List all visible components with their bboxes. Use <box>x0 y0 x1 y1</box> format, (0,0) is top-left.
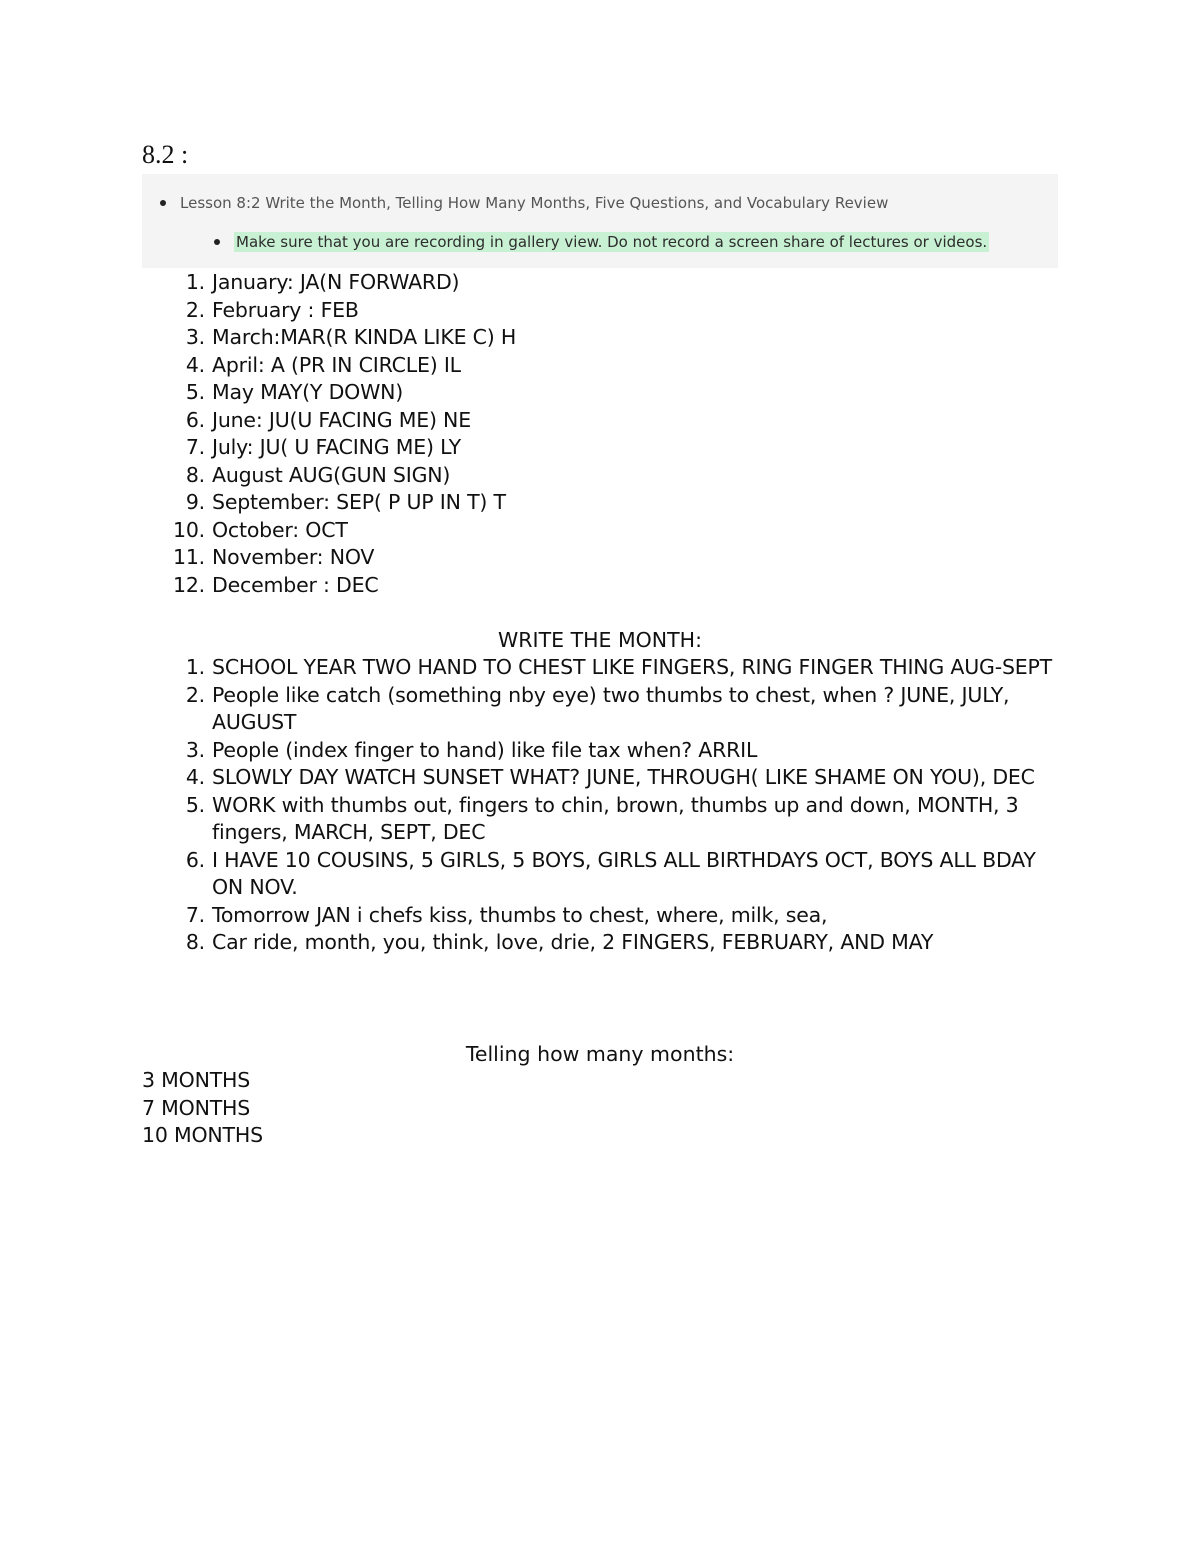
lesson-item-text: Lesson 8:2 Write the Month, Telling How Many Months, Five Questions, and Vocabulary Review <box>180 194 889 212</box>
list-number: 12. <box>172 572 205 597</box>
list-number: 6. <box>185 407 205 432</box>
list-number: 9. <box>185 490 205 514</box>
list-item-text: December : DEC <box>212 572 379 597</box>
list-item <box>142 902 1062 930</box>
list-item-text: June: JU(U FACING ME) NE <box>212 407 471 432</box>
list-number: 4. <box>185 765 205 789</box>
embedded-lesson-screenshot <box>142 174 1058 268</box>
list-item <box>142 737 1062 765</box>
list-item-text: March:MAR(R KINDA LIKE C) H <box>212 325 517 349</box>
list-item-text: January: JA(N FORWARD) <box>212 270 460 294</box>
list-item <box>142 324 1062 352</box>
months-count-line: 3 MONTHS <box>142 1068 251 1092</box>
list-number: 2. <box>185 682 205 707</box>
lesson-bullet-item <box>160 194 888 212</box>
list-item <box>142 434 1062 462</box>
list-number: 8. <box>185 462 205 487</box>
telling-how-many-months-heading: Telling how many months: <box>465 1042 735 1066</box>
list-item <box>142 489 1062 517</box>
list-item-text: April: A (PR IN CIRCLE) IL <box>212 352 461 377</box>
list-number: 5. <box>185 792 205 817</box>
list-item <box>142 847 1062 902</box>
list-item-text: September: SEP( P UP IN T) T <box>212 490 506 514</box>
list-item-text: I HAVE 10 COUSINS, 5 GIRLS, 5 BOYS, GIRLS ALL BIRTHDAYS OCT, BOYS ALL BDAY ON NOV. <box>212 847 1036 899</box>
list-item <box>142 682 1062 737</box>
list-item-text: SLOWLY DAY WATCH SUNSET WHAT? JUNE, THROUGH( LIKE SHAME ON YOU), DEC <box>212 765 1035 789</box>
telling-how-many-months-lines <box>142 1067 263 1150</box>
list-item <box>142 352 1062 380</box>
list-item-text: October: OCT <box>212 517 348 542</box>
list-item-text: July: JU( U FACING ME) LY <box>212 435 461 459</box>
list-number: 6. <box>185 847 205 872</box>
list-item-text: Car ride, month, you, think, love, drie, 2 FINGERS, FEBRUARY, AND MAY <box>212 930 934 954</box>
list-number: 4. <box>185 352 205 377</box>
write-the-month-heading: WRITE THE MONTH: <box>498 628 702 652</box>
list-item <box>142 462 1062 490</box>
list-item <box>142 269 1062 297</box>
bullet-icon <box>214 239 220 245</box>
list-item <box>142 792 1062 847</box>
list-item-text: November: NOV <box>212 545 375 569</box>
list-item-text: People like catch (something nby eye) two thumbs to chest, when ? JUNE, JULY, AUGUST <box>212 682 1010 734</box>
list-item-text: Tomorrow JAN i chefs kiss, thumbs to chest, where, milk, sea, <box>212 902 828 927</box>
months-count-line: 7 MONTHS <box>142 1095 251 1120</box>
list-item-text: February : FEB <box>212 297 359 322</box>
list-item-text: People (index finger to hand) like file tax when? ARRIL <box>212 737 758 762</box>
list-number: 8. <box>185 930 205 954</box>
list-number: 7. <box>185 902 205 927</box>
page-heading: 8.2 : <box>142 140 189 169</box>
list-number: 11. <box>172 545 205 569</box>
list-number: 1. <box>185 270 205 294</box>
list-item-text: SCHOOL YEAR TWO HAND TO CHEST LIKE FINGERS, RING FINGER THING AUG-SEPT <box>212 655 1052 679</box>
note-bullet-item <box>214 232 989 252</box>
list-number: 5. <box>185 380 205 404</box>
list-number: 7. <box>185 435 205 459</box>
list-number: 1. <box>185 655 205 679</box>
list-item <box>142 517 1062 545</box>
list-item <box>142 379 1062 407</box>
highlighted-note-text: Make sure that you are recording in gallery view. Do not record a screen share of lectures or videos. <box>236 233 988 251</box>
list-item <box>142 297 1062 325</box>
list-item-text: May MAY(Y DOWN) <box>212 380 404 404</box>
list-number: 10. <box>172 517 205 542</box>
bullet-icon <box>160 200 166 206</box>
list-item <box>142 544 1062 572</box>
list-item-text: August AUG(GUN SIGN) <box>212 462 451 487</box>
list-number: 3. <box>185 325 205 349</box>
list-number: 2. <box>185 297 205 322</box>
list-item <box>142 654 1062 682</box>
list-item <box>142 572 1062 600</box>
list-item <box>142 407 1062 435</box>
months-list <box>142 269 1062 599</box>
months-count-line: 10 MONTHS <box>142 1123 263 1147</box>
write-the-month-list <box>142 654 1062 957</box>
list-item-text: WORK with thumbs out, fingers to chin, brown, thumbs up and down, MONTH, 3 fingers, MARCH, SEPT, DEC <box>212 792 1019 844</box>
list-item <box>142 929 1062 957</box>
list-number: 3. <box>185 737 205 762</box>
list-item <box>142 764 1062 792</box>
